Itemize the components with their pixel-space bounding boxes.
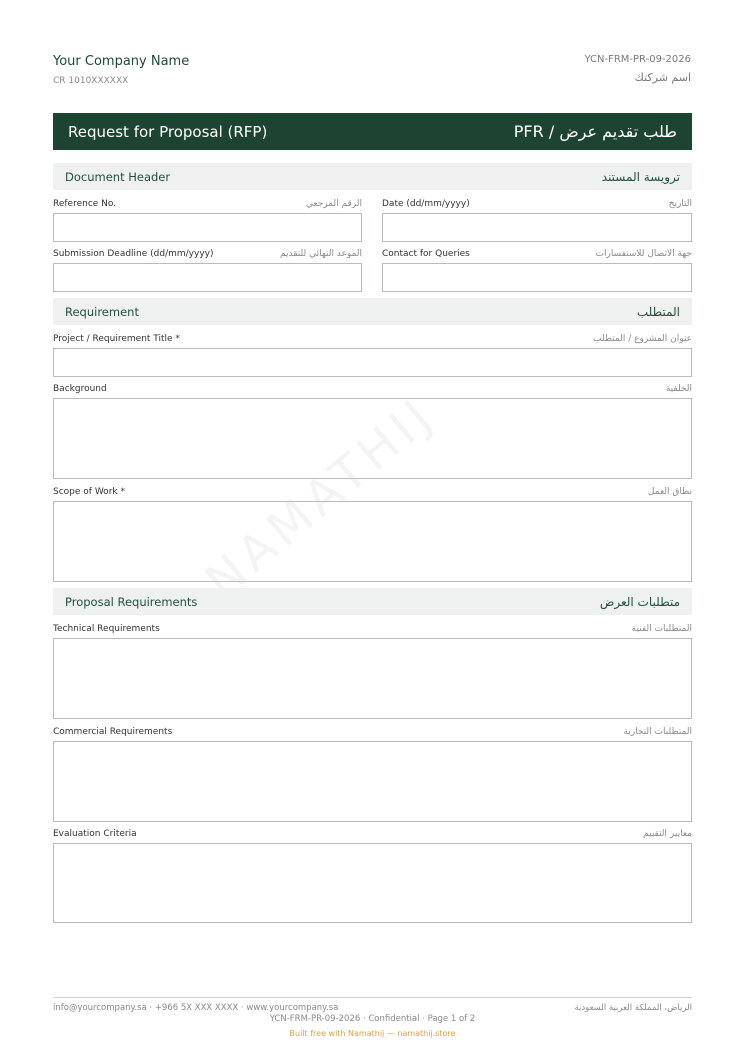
reference-label [53, 197, 362, 210]
deadline-label [53, 247, 362, 260]
field-label-ar: المتطلبات التجارية [623, 726, 692, 737]
field-label-ar: جهة الاتصال للاستفسارات [595, 248, 692, 259]
company-cr-number: CR 1010XXXXXX [53, 76, 129, 86]
evaluation-label [53, 827, 692, 840]
commercial-label [53, 725, 692, 738]
field-label-ar: الموعد النهائي للتقديم [280, 248, 362, 259]
project-title-label [53, 332, 692, 345]
background-textarea[interactable] [53, 398, 692, 479]
date-input[interactable] [382, 213, 692, 242]
field-label-ar: معايير التقييم [643, 828, 692, 839]
field-label-en: Evaluation Criteria [53, 828, 137, 839]
section-title-en: Proposal Requirements [65, 594, 198, 609]
company-name: Your Company Name [53, 54, 190, 69]
section-proposal-requirements [53, 588, 692, 615]
evaluation-textarea[interactable] [53, 843, 692, 923]
field-label-en: Date (dd/mm/yyyy) [382, 198, 470, 209]
background-label [53, 382, 692, 395]
form-title-bar [53, 113, 692, 150]
commercial-textarea[interactable] [53, 741, 692, 822]
field-label-en: Contact for Queries [382, 248, 470, 259]
field-label-ar: عنوان المشروع / المتطلب [593, 333, 692, 344]
section-requirement [53, 298, 692, 325]
contact-label [382, 247, 692, 260]
document-code: YCN-FRM-PR-09-2026 [584, 54, 691, 65]
section-title-en: Requirement [65, 304, 139, 319]
field-label-en: Technical Requirements [53, 623, 160, 634]
scope-textarea[interactable] [53, 501, 692, 582]
contact-input[interactable] [382, 263, 692, 292]
field-label-ar: التاريخ [668, 198, 692, 209]
field-label-en: Background [53, 383, 107, 394]
technical-textarea[interactable] [53, 638, 692, 719]
field-label-ar: نطاق العمل [647, 486, 692, 497]
section-title-ar: متطلبات العرض [599, 594, 680, 609]
field-label-en: Scope of Work * [53, 486, 125, 497]
footer-address-ar: الرياض، المملكة العربية السعودية [574, 1003, 692, 1013]
section-title-en: Document Header [65, 169, 171, 184]
section-document-header [53, 163, 692, 190]
company-name-arabic: اسم شركتك [634, 71, 691, 84]
footer-contact: info@yourcompany.sa · +966 5X XXX XXXX · www.yourcompany.sa [53, 1003, 339, 1013]
field-label-en: Project / Requirement Title * [53, 333, 180, 344]
form-title-ar: طلب تقديم عرض / PFR [513, 122, 677, 141]
form-title-en: Request for Proposal (RFP) [68, 122, 268, 141]
deadline-input[interactable] [53, 263, 362, 292]
footer-brand-link[interactable]: Built free with Namathij — namathij.store [289, 1029, 456, 1038]
section-title-ar: ترويسة المستند [601, 169, 680, 184]
reference-input[interactable] [53, 213, 362, 242]
field-label-ar: الخلفية [665, 383, 692, 394]
field-label-en: Commercial Requirements [53, 726, 173, 737]
scope-label [53, 485, 692, 498]
footer-divider [53, 997, 692, 998]
footer-meta: YCN-FRM-PR-09-2026 · Confidential · Page 1 of 2 [269, 1014, 476, 1024]
field-label-ar: الرقم المرجعي [305, 198, 362, 209]
section-title-ar: المتطلب [636, 304, 680, 319]
technical-label [53, 622, 692, 635]
watermark: NAMATHIJ [194, 386, 447, 610]
project-title-input[interactable] [53, 348, 692, 377]
field-label-en: Submission Deadline (dd/mm/yyyy) [53, 248, 214, 259]
date-label [382, 197, 692, 210]
field-label-en: Reference No. [53, 198, 117, 209]
field-label-ar: المتطلبات الفنية [631, 623, 692, 634]
